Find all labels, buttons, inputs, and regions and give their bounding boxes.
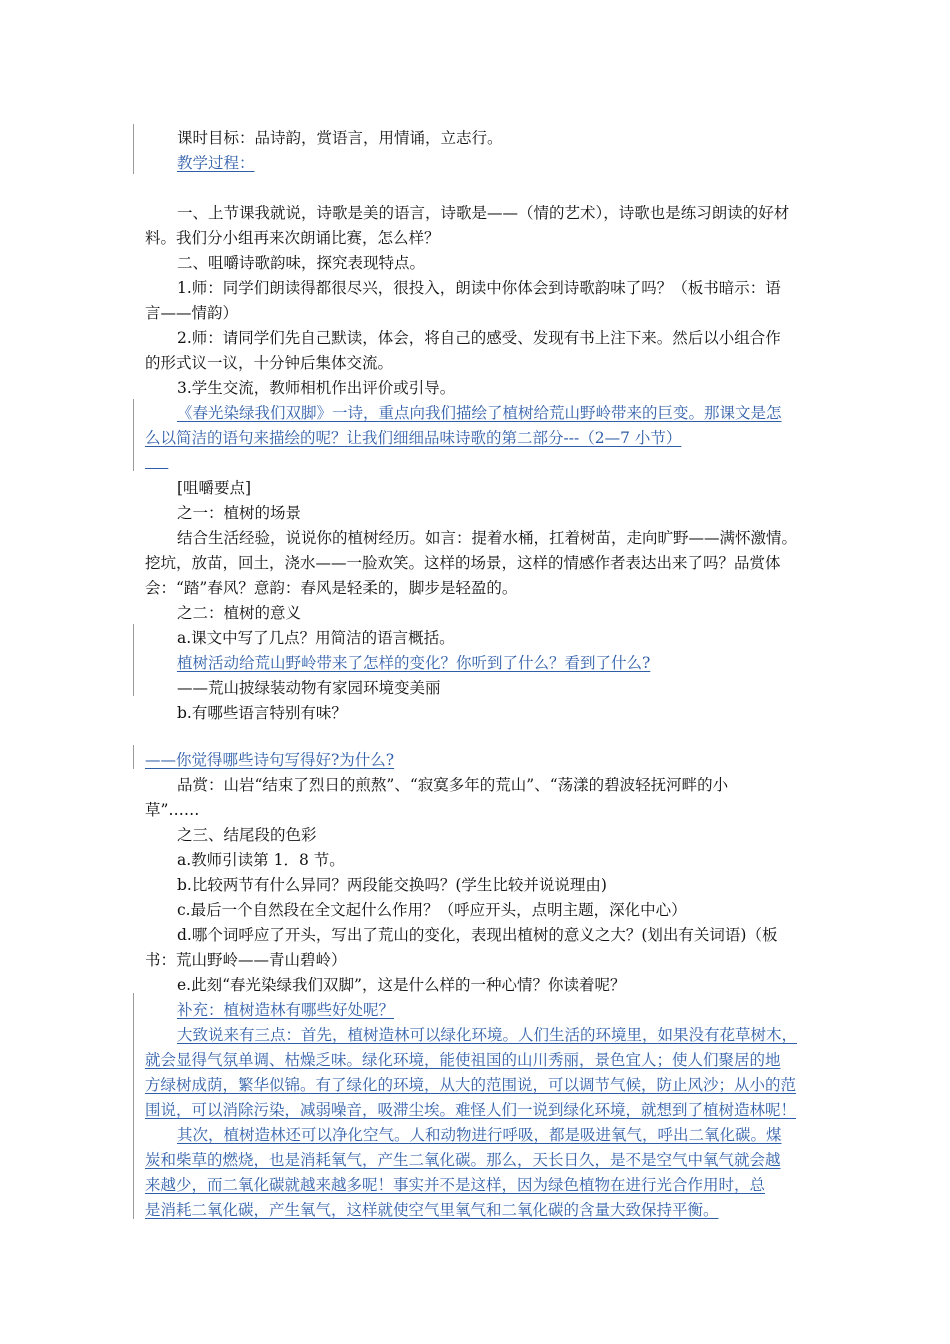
paragraph-line: 书：荒山野岭——青山碧岭） <box>145 951 347 969</box>
subheading: 之一：植树的场景 <box>177 504 302 522</box>
paragraph-line: 结合生活经验，说说你的植树经历。如言：提着水桶，扛着树苗，走向旷野——满怀激情。 <box>177 529 798 547</box>
inserted-text: 其次，植树造林还可以净化空气。人和动物进行呼吸，都是吸进氧气，呼出二氧化碳。煤 <box>177 1126 782 1144</box>
paragraph-line: a.课文中写了几点？用简洁的语言概括。 <box>177 629 455 647</box>
paragraph-line: 草”…… <box>145 801 200 819</box>
revision-bar <box>133 745 134 769</box>
lesson-goal: 课时目标：品诗韵，赏语言，用情诵，立志行。 <box>177 129 503 147</box>
inserted-text: 方绿树成荫，繁华似锦。有了绿化的环境，从大的范围说，可以调节气候，防止风沙；从小的范 <box>145 1076 797 1094</box>
paragraph-line: 一、上节课我就说，诗歌是美的语言，诗歌是——（情的艺术），诗歌也是练习朗读的好材 <box>177 204 790 222</box>
inserted-text: 《春光染绿我们双脚》一诗，重点向我们描绘了植树给荒山野岭带来的巨变。那课文是怎 <box>177 404 782 422</box>
paragraph-line: 3.学生交流，教师相机作出评价或引导。 <box>177 379 456 397</box>
inserted-text: 补充：植树造林有哪些好处呢？ <box>177 1001 395 1019</box>
inserted-text: ___ <box>145 451 169 469</box>
paragraph-line: 会：“踏”春风？意韵：春风是轻柔的，脚步是轻盈的。 <box>145 579 518 597</box>
subheading: 之二：植树的意义 <box>177 604 302 622</box>
paragraph-line: 2.师：请同学们先自己默读，体会，将自己的感受、发现有书上注下来。然后以小组合作 <box>177 329 781 347</box>
section-heading: 二、咀嚼诗歌韵味，探究表现特点。 <box>177 254 426 272</box>
inserted-text: 么以简洁的语句来描绘的呢？让我们细细品味诗歌的第二部分---（2—7 小节） <box>145 429 682 447</box>
paragraph-line: b.有哪些语言特别有味？ <box>177 704 347 722</box>
revision-bar <box>133 399 134 471</box>
paragraph-line: 的形式议一议，十分钟后集体交流。 <box>145 354 394 372</box>
inserted-text: 就会显得气氛单调、枯燥乏味。绿化环境，能使祖国的山川秀丽，景色宜人；使人们聚居的地 <box>145 1051 781 1069</box>
paragraph-line: b.比较两节有什么异同？两段能交换吗？(学生比较并说说理由) <box>177 876 607 894</box>
inserted-text: 大致说来有三点：首先，植树造林可以绿化环境。人们生活的环境里，如果没有花草树木， <box>177 1026 798 1044</box>
inserted-text: 是消耗二氧化碳，产生氧气，这样就使空气里氧气和二氧化碳的含量大致保持平衡。 <box>145 1201 719 1219</box>
inserted-text: 来越少，而二氧化碳就越来越多呢！事实并不是这样，因为绿色植物在进行光合作用时，总 <box>145 1176 766 1194</box>
revision-bar <box>133 624 134 696</box>
paragraph-line: 挖坑，放苗，回土，浇水——一脸欢笑。这样的场景，这样的情感作者表达出来了吗？品赏体 <box>145 554 781 572</box>
inserted-text: 围说，可以消除污染，减弱噪音，吸滞尘埃。难怪人们一说到绿化环境，就想到了植树造林呢！ <box>145 1101 797 1119</box>
paragraph-line: a.教师引读第 1．8 节。 <box>177 851 345 869</box>
process-heading: 教学过程： <box>177 154 255 172</box>
paragraph-line: c.最后一个自然段在全文起什么作用？（呼应开头，点明主题，深化中心） <box>177 901 687 919</box>
subheading: 之三、结尾段的色彩 <box>177 826 317 844</box>
inserted-text: ——你觉得哪些诗句写得好?为什么? <box>145 751 395 769</box>
paragraph-line: 品赏：山岩“结束了烈日的煎熬”、“寂寞多年的荒山”、“荡漾的碧波轻抚河畔的小 <box>177 776 729 794</box>
paragraph-line: 1.师：同学们朗读得都很尽兴，很投入，朗读中你体会到诗歌韵味了吗？（板书暗示：语 <box>177 279 781 297</box>
paragraph-line: d.哪个词呼应了开头，写出了荒山的变化，表现出植树的意义之大？(划出有关词语)（板 <box>177 926 778 944</box>
paragraph-line: ——荒山披绿装动物有家园环境变美丽 <box>177 679 441 697</box>
paragraph-line: [咀嚼要点] <box>177 479 252 497</box>
inserted-text: 炭和柴草的燃烧，也是消耗氧气，产生二氧化碳。那么，天长日久，是不是空气中氧气就会越 <box>145 1151 781 1169</box>
revision-bar <box>133 124 134 174</box>
paragraph-line: 言——情韵） <box>145 304 239 322</box>
inserted-text: 植树活动给荒山野岭带来了怎样的变化？你听到了什么？看到了什么? <box>177 654 651 672</box>
paragraph-line: 料。我们分小组再来次朗诵比赛，怎么样？ <box>145 229 440 247</box>
revision-bar <box>133 993 134 1219</box>
paragraph-line: e.此刻“春光染绿我们双脚”，这是什么样的一种心情？你读着呢？ <box>177 976 626 994</box>
